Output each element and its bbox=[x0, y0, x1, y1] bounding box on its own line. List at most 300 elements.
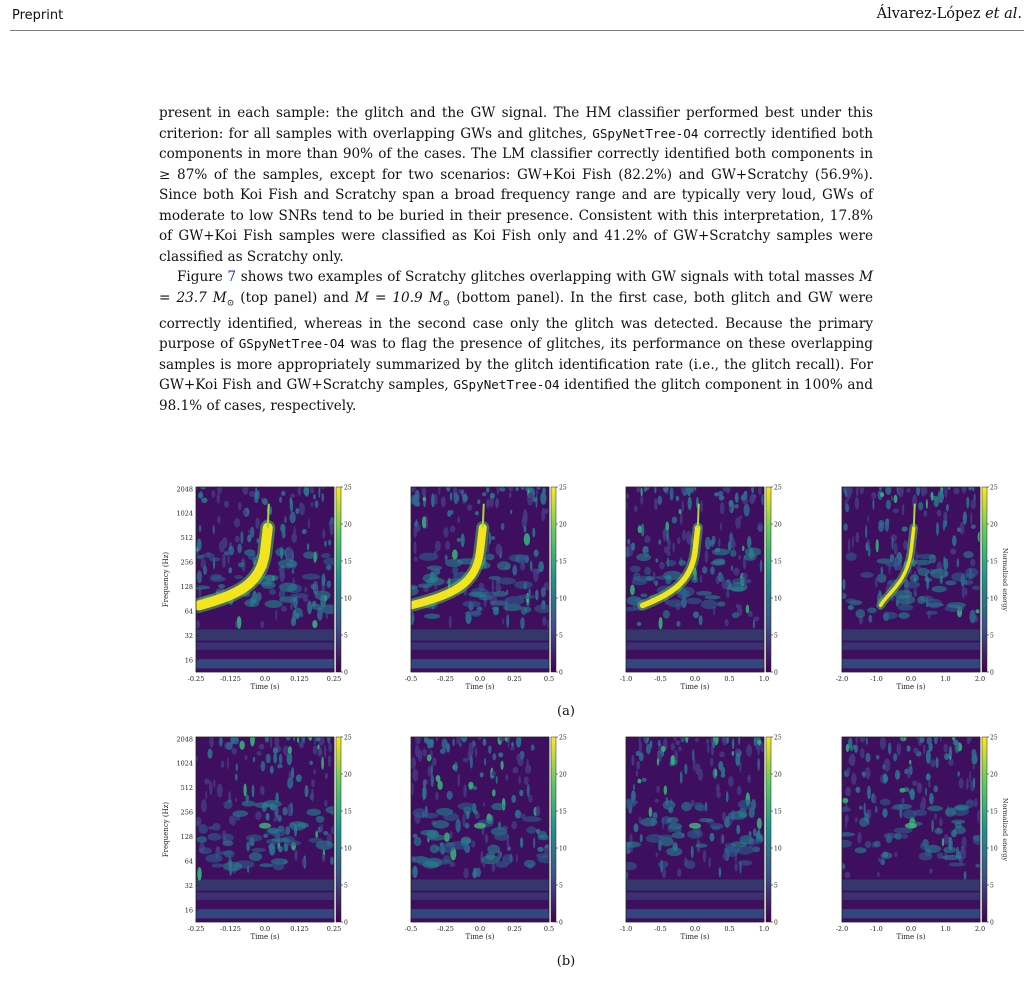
noise-speckle bbox=[302, 859, 306, 866]
colorbar-tick-label: 0 bbox=[990, 669, 994, 677]
gw-faint-signal bbox=[474, 823, 486, 829]
x-tick-label: 0.0 bbox=[474, 675, 486, 683]
noise-speckle bbox=[516, 854, 518, 862]
glitch-blob bbox=[232, 810, 248, 817]
glitch-blob bbox=[293, 608, 302, 618]
glitch-blob bbox=[272, 838, 290, 843]
noise-speckle bbox=[686, 531, 692, 544]
noise-speckle bbox=[511, 742, 514, 747]
noise-speckle bbox=[450, 526, 455, 533]
noise-speckle bbox=[897, 743, 902, 756]
noise-speckle bbox=[859, 806, 862, 810]
glitch-blob bbox=[621, 800, 639, 805]
glitch-blob bbox=[321, 553, 330, 558]
noise-speckle bbox=[261, 761, 266, 771]
noise-speckle bbox=[281, 491, 286, 496]
glitch-blob bbox=[311, 584, 317, 590]
glitch-blob bbox=[917, 596, 926, 604]
glitch-blob bbox=[954, 805, 970, 810]
glitch-blob bbox=[502, 854, 513, 864]
noise-speckle bbox=[324, 540, 327, 546]
noise-speckle bbox=[944, 753, 949, 760]
noise-speckle bbox=[197, 867, 202, 881]
glitch-blob bbox=[485, 554, 494, 561]
noise-speckle bbox=[492, 753, 496, 760]
noise-speckle bbox=[892, 537, 894, 549]
x-axis-label: Time (s) bbox=[250, 683, 280, 691]
glitch-blob bbox=[497, 561, 511, 570]
noise-speckle bbox=[878, 857, 881, 861]
noise-speckle bbox=[227, 757, 229, 769]
glitch-blob bbox=[526, 826, 536, 833]
noise-speckle bbox=[454, 492, 459, 504]
glitch-blob bbox=[910, 574, 919, 582]
noise-speckle bbox=[461, 732, 467, 742]
glitch-blob bbox=[432, 820, 449, 829]
x-tick-label: 1.0 bbox=[940, 925, 951, 933]
noise-speckle bbox=[542, 616, 547, 626]
noise-speckle bbox=[972, 485, 974, 492]
noise-speckle bbox=[328, 743, 332, 753]
frequency-band bbox=[411, 659, 549, 668]
spectrogram-panel bbox=[804, 482, 1009, 701]
noise-speckle bbox=[633, 784, 635, 790]
noise-speckle bbox=[859, 732, 865, 742]
noise-speckle bbox=[234, 518, 240, 528]
noise-speckle bbox=[255, 517, 259, 529]
colorbar-tick-label: 10 bbox=[559, 595, 567, 603]
glitch-blob bbox=[686, 598, 702, 605]
noise-speckle bbox=[531, 744, 535, 750]
noise-speckle bbox=[671, 743, 675, 751]
noise-speckle bbox=[431, 764, 433, 775]
glitch-blob bbox=[265, 600, 283, 608]
noise-speckle bbox=[636, 761, 640, 770]
frequency-band bbox=[196, 642, 334, 649]
noise-speckle bbox=[663, 528, 667, 542]
noise-speckle bbox=[322, 573, 326, 586]
x-tick-label: -0.5 bbox=[404, 675, 418, 683]
noise-speckle bbox=[520, 617, 525, 629]
frequency-band bbox=[626, 892, 764, 899]
glitch-blob bbox=[926, 611, 938, 615]
noise-speckle bbox=[757, 818, 762, 830]
glitch-blob bbox=[191, 585, 210, 589]
noise-speckle bbox=[457, 516, 460, 523]
noise-speckle bbox=[904, 769, 909, 775]
header-etal: et al. bbox=[985, 6, 1022, 22]
noise-speckle bbox=[413, 541, 416, 554]
glitch-blob bbox=[218, 584, 225, 588]
x-tick-label: 0.5 bbox=[724, 925, 735, 933]
noise-speckle bbox=[445, 541, 450, 550]
noise-speckle bbox=[949, 746, 952, 757]
y-tick-label: 2048 bbox=[176, 735, 193, 744]
glitch-blob bbox=[222, 841, 233, 847]
noise-speckle bbox=[327, 581, 332, 588]
colorbar-tick-label: 25 bbox=[990, 734, 998, 742]
noise-speckle bbox=[634, 505, 638, 511]
noise-speckle bbox=[882, 764, 885, 770]
glitch-blob bbox=[306, 809, 321, 816]
noise-speckle bbox=[943, 512, 947, 522]
noise-speckle bbox=[937, 510, 942, 517]
noise-speckle bbox=[240, 531, 243, 544]
glitch-blob bbox=[738, 800, 753, 810]
noise-speckle bbox=[966, 785, 969, 789]
noise-speckle bbox=[944, 834, 948, 845]
colorbar-tick-label: 15 bbox=[774, 558, 782, 566]
noise-speckle bbox=[720, 502, 725, 514]
noise-speckle bbox=[721, 773, 726, 777]
noise-speckle bbox=[443, 527, 448, 537]
frequency-band bbox=[626, 909, 764, 918]
colorbar-tick-label: 20 bbox=[559, 521, 567, 529]
glitch-blob bbox=[840, 593, 846, 599]
noise-speckle bbox=[682, 530, 686, 541]
frequency-band bbox=[842, 909, 980, 918]
noise-speckle bbox=[705, 550, 709, 563]
noise-speckle bbox=[747, 536, 751, 548]
glitch-blob bbox=[273, 862, 284, 870]
y-axis-label: Frequency (Hz) bbox=[162, 551, 170, 608]
glitch-blob bbox=[898, 612, 910, 619]
noise-speckle bbox=[742, 546, 744, 551]
colorbar-tick-label: 5 bbox=[559, 632, 563, 640]
colorbar-tick-label: 5 bbox=[344, 632, 348, 640]
noise-speckle bbox=[235, 536, 240, 543]
noise-speckle bbox=[511, 821, 516, 829]
noise-speckle bbox=[201, 497, 207, 503]
noise-speckle bbox=[902, 834, 908, 839]
noise-speckle bbox=[222, 554, 226, 568]
noise-speckle bbox=[654, 485, 656, 494]
glitch-blob bbox=[279, 596, 297, 602]
y-tick-label: 1024 bbox=[176, 759, 193, 768]
noise-speckle bbox=[219, 540, 225, 552]
text-run: correctly identified both components in more than 90% of the cases. The LM classifier correctly identified both components in ≥ 87% of the samples, except for two scenarios: GW+Koi Fish (82.2%) and GW+Scratchy (56.9%). Since both Koi Fish and Scratchy span a broad frequency range and are typically very loud, GWs of moderate to low SNRs tend to be buried in their presence. Consistent with this interpretation, 17.8% of GW+Koi Fish samples were classified as Koi Fish only and 41.2% of GW+Scratchy samples were classified as Scratchy only. bbox=[159, 125, 873, 265]
noise-speckle bbox=[675, 740, 680, 745]
x-tick-label: -0.25 bbox=[187, 675, 205, 683]
noise-speckle bbox=[495, 543, 501, 555]
subfigure-caption: (a) bbox=[557, 704, 575, 719]
noise-speckle bbox=[855, 787, 860, 793]
colorbar-label: Normalized energy bbox=[1001, 547, 1009, 612]
noise-speckle bbox=[973, 777, 975, 788]
noise-speckle bbox=[488, 745, 491, 754]
noise-speckle bbox=[742, 573, 748, 579]
glitch-blob bbox=[430, 844, 439, 853]
glitch-blob bbox=[903, 810, 917, 819]
glitch-blob bbox=[316, 816, 325, 823]
x-axis-label: Time (s) bbox=[896, 933, 926, 941]
noise-speckle bbox=[277, 815, 282, 822]
noise-speckle bbox=[926, 774, 931, 781]
glitch-blob bbox=[212, 823, 220, 831]
noise-speckle bbox=[918, 502, 923, 511]
glitch-blob bbox=[924, 578, 932, 582]
noise-speckle bbox=[450, 492, 453, 501]
noise-speckle bbox=[435, 792, 438, 801]
glitch-blob bbox=[685, 860, 696, 869]
noise-speckle bbox=[238, 502, 242, 510]
noise-speckle bbox=[313, 745, 318, 755]
glitch-blob bbox=[632, 578, 647, 585]
noise-speckle bbox=[452, 738, 454, 746]
frequency-band bbox=[196, 659, 334, 668]
noise-speckle bbox=[677, 537, 680, 544]
noise-speckle bbox=[735, 492, 739, 503]
noise-speckle bbox=[710, 566, 715, 574]
noise-speckle bbox=[953, 488, 959, 495]
noise-speckle bbox=[496, 776, 498, 784]
code-name: GSpyNetTree-O4 bbox=[592, 125, 699, 141]
spectrogram-panel bbox=[588, 732, 793, 951]
noise-speckle bbox=[506, 614, 509, 628]
noise-speckle bbox=[235, 773, 238, 780]
noise-speckle bbox=[845, 817, 847, 829]
noise-speckle bbox=[736, 604, 739, 608]
spectrogram-svg bbox=[588, 482, 793, 697]
noise-speckle bbox=[906, 488, 910, 493]
noise-speckle bbox=[753, 620, 755, 629]
noise-speckle bbox=[290, 493, 295, 497]
noise-speckle bbox=[658, 539, 661, 545]
noise-speckle bbox=[692, 749, 694, 761]
noise-speckle bbox=[968, 486, 972, 491]
noise-speckle bbox=[742, 492, 747, 500]
noise-speckle bbox=[761, 494, 766, 506]
noise-speckle bbox=[324, 800, 327, 807]
spectrogram-panel bbox=[373, 732, 578, 951]
noise-speckle bbox=[516, 487, 519, 491]
noise-speckle bbox=[848, 485, 853, 495]
noise-speckle bbox=[221, 760, 224, 768]
noise-speckle bbox=[277, 764, 282, 769]
noise-speckle bbox=[876, 755, 880, 759]
noise-speckle bbox=[321, 493, 324, 502]
noise-speckle bbox=[880, 492, 884, 497]
glitch-blob bbox=[696, 591, 712, 596]
glitch-blob bbox=[423, 861, 440, 869]
noise-speckle bbox=[726, 590, 730, 598]
noise-speckle bbox=[936, 522, 939, 535]
noise-speckle bbox=[298, 484, 302, 496]
noise-speckle bbox=[281, 606, 287, 612]
glitch-blob bbox=[860, 572, 873, 578]
noise-speckle bbox=[426, 516, 428, 530]
x-tick-label: -2.0 bbox=[835, 675, 849, 683]
noise-speckle bbox=[842, 579, 845, 591]
glitch-blob bbox=[712, 549, 730, 556]
glitch-blob bbox=[927, 599, 943, 609]
noise-speckle bbox=[747, 775, 751, 783]
noise-speckle bbox=[885, 519, 890, 532]
glitch-blob bbox=[898, 604, 914, 611]
noise-speckle bbox=[422, 786, 427, 800]
noise-speckle bbox=[641, 488, 643, 497]
noise-speckle bbox=[235, 798, 237, 802]
noise-speckle bbox=[441, 496, 446, 507]
math-subscript: ⊙ bbox=[442, 298, 451, 309]
glitch-blob bbox=[464, 611, 481, 615]
glitch-blob bbox=[315, 591, 331, 601]
math-subscript: ⊙ bbox=[226, 298, 235, 309]
x-axis-label: Time (s) bbox=[680, 683, 710, 691]
noise-speckle bbox=[217, 784, 223, 798]
noise-speckle bbox=[423, 497, 427, 501]
noise-speckle bbox=[217, 493, 220, 503]
frequency-band bbox=[196, 909, 334, 918]
noise-speckle bbox=[925, 787, 927, 796]
noise-speckle bbox=[211, 490, 215, 498]
noise-speckle bbox=[501, 761, 504, 770]
glitch-blob bbox=[268, 828, 279, 834]
colorbar-tick-label: 20 bbox=[344, 771, 352, 779]
noise-speckle bbox=[842, 798, 848, 803]
y-axis-label: Frequency (Hz) bbox=[162, 801, 170, 858]
noise-speckle bbox=[248, 530, 250, 535]
noise-speckle bbox=[940, 733, 942, 742]
glitch-blob bbox=[658, 834, 673, 839]
frequency-band bbox=[196, 629, 334, 640]
noise-speckle bbox=[691, 846, 694, 858]
frequency-band bbox=[196, 879, 334, 890]
noise-speckle bbox=[708, 857, 711, 868]
glitch-blob bbox=[286, 563, 292, 567]
noise-speckle bbox=[913, 748, 919, 753]
noise-speckle bbox=[231, 748, 237, 755]
noise-speckle bbox=[415, 745, 419, 758]
noise-speckle bbox=[663, 484, 668, 493]
glitch-blob bbox=[524, 607, 531, 613]
noise-speckle bbox=[313, 494, 316, 499]
noise-speckle bbox=[971, 500, 976, 510]
noise-speckle bbox=[946, 504, 949, 512]
glitch-blob bbox=[259, 863, 274, 867]
glitch-blob bbox=[732, 612, 739, 618]
noise-speckle bbox=[667, 550, 671, 556]
noise-speckle bbox=[977, 809, 982, 823]
noise-speckle bbox=[637, 779, 641, 784]
x-tick-label: 0.0 bbox=[474, 925, 486, 933]
noise-speckle bbox=[209, 736, 214, 748]
noise-speckle bbox=[644, 483, 647, 492]
glitch-blob bbox=[859, 817, 869, 826]
noise-speckle bbox=[446, 484, 450, 492]
x-tick-label: 0.0 bbox=[905, 925, 917, 933]
glitch-blob bbox=[414, 837, 422, 846]
colorbar-tick-label: 25 bbox=[774, 484, 782, 492]
noise-speckle bbox=[414, 494, 419, 507]
noise-speckle bbox=[938, 490, 944, 503]
noise-speckle bbox=[930, 759, 936, 767]
glitch-blob bbox=[930, 569, 948, 579]
noise-speckle bbox=[537, 847, 543, 852]
frequency-band bbox=[626, 629, 764, 640]
noise-speckle bbox=[447, 791, 453, 800]
noise-speckle bbox=[661, 746, 666, 752]
noise-speckle bbox=[491, 536, 495, 540]
text-run: identified the glitch component in 100% and 98.1% of cases, respectively. bbox=[159, 377, 873, 414]
noise-speckle bbox=[703, 850, 707, 862]
noise-speckle bbox=[906, 745, 910, 751]
glitch-blob bbox=[701, 600, 718, 610]
noise-speckle bbox=[706, 738, 710, 744]
noise-speckle bbox=[854, 744, 858, 753]
glitch-blob bbox=[919, 852, 933, 861]
noise-speckle bbox=[434, 585, 437, 589]
colorbar-tick-label: 15 bbox=[990, 558, 998, 566]
glitch-blob bbox=[209, 557, 221, 561]
noise-speckle bbox=[898, 485, 904, 498]
glitch-blob bbox=[855, 609, 865, 618]
noise-speckle bbox=[297, 737, 299, 743]
noise-speckle bbox=[674, 750, 678, 761]
noise-speckle bbox=[473, 868, 477, 879]
noise-speckle bbox=[865, 525, 867, 538]
noise-speckle bbox=[690, 487, 693, 492]
noise-speckle bbox=[422, 748, 426, 756]
glitch-blob bbox=[534, 604, 552, 613]
noise-speckle bbox=[480, 772, 484, 777]
paragraph bbox=[159, 267, 873, 416]
chirp-tip bbox=[698, 504, 699, 528]
noise-speckle bbox=[882, 808, 887, 817]
noise-speckle bbox=[432, 757, 436, 766]
noise-speckle bbox=[672, 542, 675, 552]
glitch-blob bbox=[514, 581, 533, 589]
noise-speckle bbox=[435, 541, 441, 552]
figure-link[interactable]: 7 bbox=[227, 269, 237, 285]
noise-speckle bbox=[959, 778, 964, 788]
glitch-blob bbox=[522, 816, 541, 822]
noise-speckle bbox=[929, 793, 934, 805]
y-tick-label: 16 bbox=[184, 906, 193, 915]
noise-speckle bbox=[638, 525, 642, 533]
noise-speckle bbox=[893, 753, 897, 761]
noise-speckle bbox=[285, 826, 290, 835]
glitch-blob bbox=[934, 828, 942, 834]
colorbar-tick-label: 15 bbox=[774, 808, 782, 816]
noise-speckle bbox=[735, 752, 740, 766]
noise-speckle bbox=[286, 546, 292, 560]
noise-speckle bbox=[667, 538, 671, 550]
chirp-tip bbox=[268, 504, 269, 528]
noise-speckle bbox=[710, 540, 714, 547]
x-tick-label: -1.0 bbox=[619, 925, 633, 933]
noise-speckle bbox=[294, 850, 298, 861]
noise-speckle bbox=[677, 868, 681, 877]
glitch-blob bbox=[636, 553, 651, 561]
noise-speckle bbox=[963, 511, 967, 524]
noise-speckle bbox=[431, 775, 434, 787]
text-run: (bottom panel). In the first case, both glitch and GW were correctly identified, whereas in the second case only the glitch was detected. Because the primary purpose of bbox=[159, 289, 873, 353]
noise-speckle bbox=[710, 757, 713, 766]
noise-speckle bbox=[203, 566, 207, 575]
noise-speckle bbox=[867, 786, 871, 800]
glitch-blob bbox=[691, 576, 698, 583]
noise-speckle bbox=[973, 764, 975, 769]
noise-speckle bbox=[967, 734, 971, 742]
noise-speckle bbox=[541, 587, 546, 597]
noise-speckle bbox=[860, 483, 865, 494]
noise-speckle bbox=[744, 504, 750, 517]
y-tick-label: 256 bbox=[180, 808, 193, 817]
noise-speckle bbox=[944, 744, 948, 753]
code-name: GSpyNetTree-O4 bbox=[238, 336, 345, 352]
glitch-blob bbox=[942, 855, 961, 860]
